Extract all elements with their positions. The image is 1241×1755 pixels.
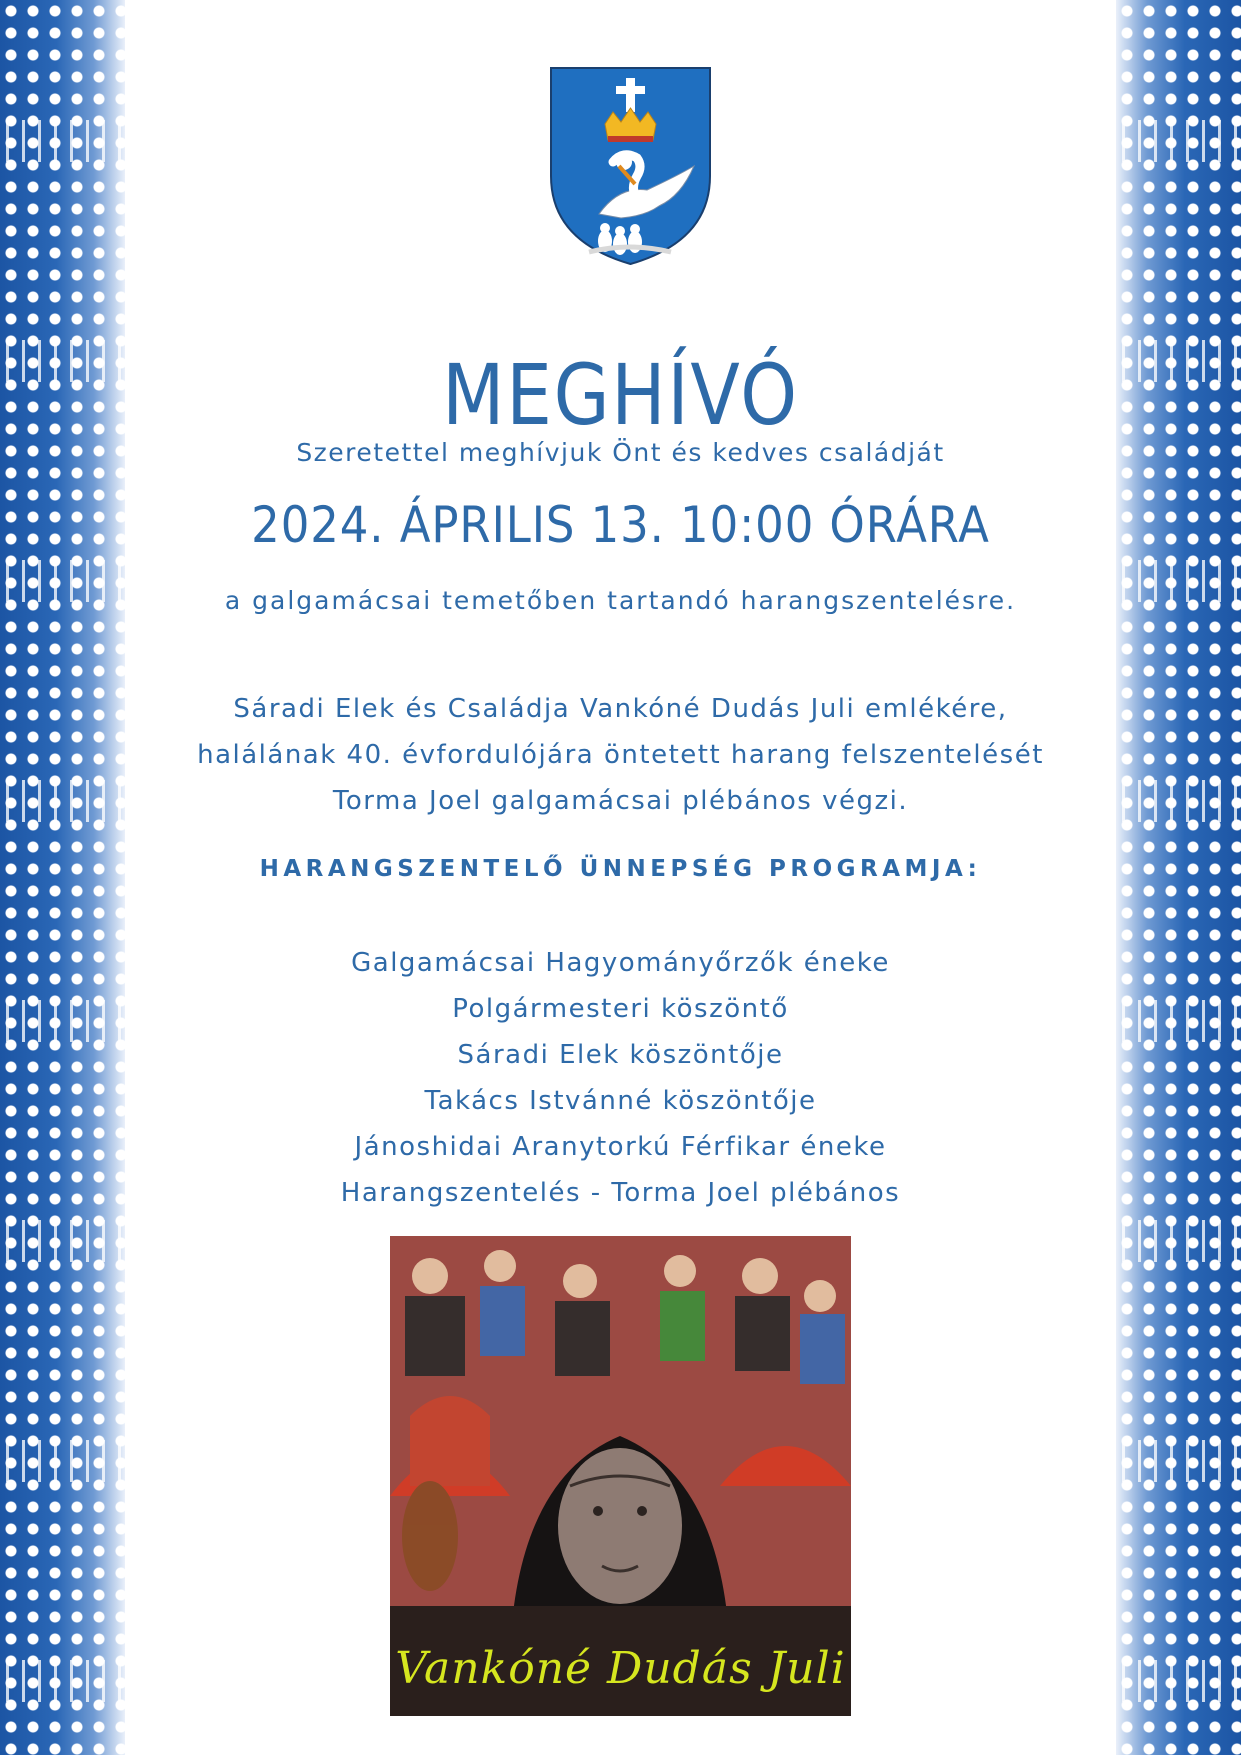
event-place: a galgamácsai temetőben tartandó harangszentelésre. <box>224 586 1017 615</box>
program-item: Sáradi Elek köszöntője <box>457 1040 784 1070</box>
program-item: Jánoshidai Aranytorkú Férfikar éneke <box>354 1132 887 1162</box>
intro-text: Szeretettel meghívjuk Önt és kedves családját <box>296 438 945 467</box>
coat-of-arms-icon <box>549 66 712 266</box>
invitation-title: MEGHÍVÓ <box>442 346 799 445</box>
portrait-image <box>390 1236 851 1716</box>
event-description <box>0 686 1241 824</box>
program-item: Galgamácsai Hagyományőrzők éneke <box>351 948 890 978</box>
description-line: halálának 40. évfordulójára öntetett harang felszentelését <box>197 740 1044 770</box>
description-line: Sáradi Elek és Családja Vankóné Dudás Juli emlékére, <box>233 694 1008 724</box>
portrait-caption: Vankóné Dudás Juli <box>395 1643 846 1694</box>
program-item: Takács Istvánné köszöntője <box>424 1086 817 1116</box>
program-list <box>0 940 1241 1216</box>
program-heading: HARANGSZENTELŐ ÜNNEPSÉG PROGRAMJA: <box>259 856 982 882</box>
event-date-time: 2024. ÁPRILIS 13. 10:00 ÓRÁRA <box>251 496 990 554</box>
program-item: Harangszentelés - Torma Joel plébános <box>340 1178 901 1208</box>
program-item: Polgármesteri köszöntő <box>452 994 789 1024</box>
description-line: Torma Joel galgamácsai plébános végzi. <box>332 786 909 816</box>
